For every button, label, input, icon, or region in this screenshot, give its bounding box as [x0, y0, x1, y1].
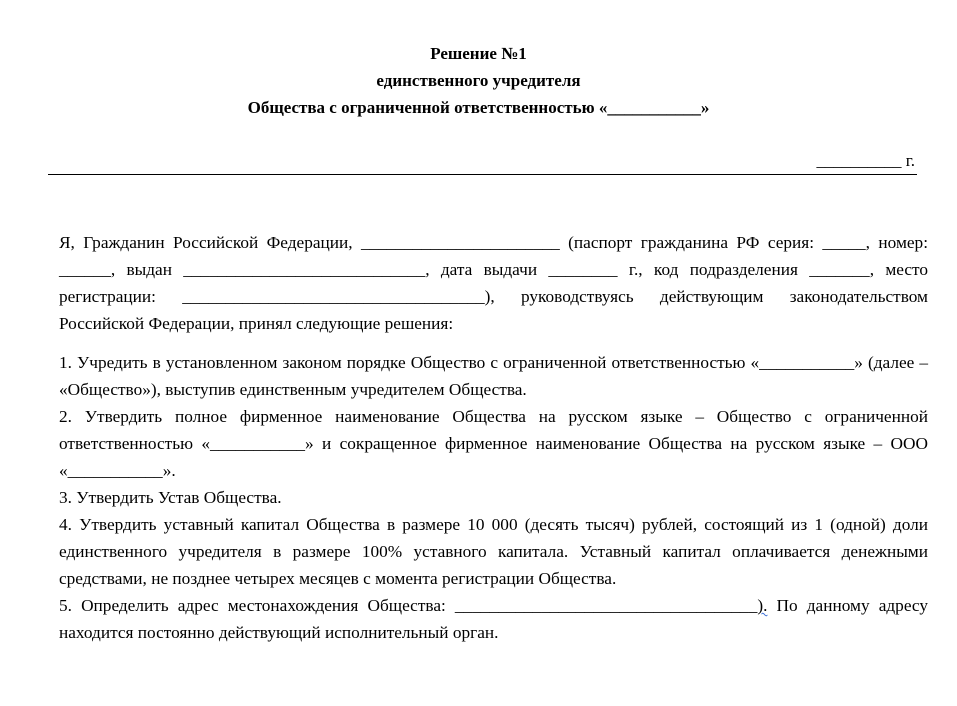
- document-body: [59, 229, 928, 646]
- title-line-3: Общества с ограниченной ответственностью «___________»: [247, 98, 710, 117]
- decision-item-5: [59, 592, 928, 646]
- decision-item-1: 1. Учредить в установленном законом порядке Общество с ограниченной ответственностью «___________» (далее – «Общество»), выступив единственным учредителем Общества.: [59, 353, 928, 399]
- intro-paragraph: Я, Гражданин Российской Федерации, _______________________ (паспорт гражданина РФ серия: _____, номер: ______, выдан ____________________________, дата выдачи ________ г., код подразделения _______, место регистрации: ___________________________________), руководствуясь действующим законодательством Российской Федерации, принял следующие решения:: [59, 233, 928, 333]
- decision-item-2: 2. Утвердить полное фирменное наименование Общества на русском языке – Общество с ограниченной ответственностью «___________» и сокращенное фирменное наименование Общества на русском языке – ООО «___________».: [59, 407, 928, 480]
- decision-item-4: 4. Утвердить уставный капитал Общества в размере 10 000 (десять тысяч) рублей, состоящий из 1 (одной) доли единственного учредителя в размере 100% уставного капитала. Уставный капитал оплачивается денежными средствами, не позднее четырех месяцев с момента регистрации Общества.: [59, 515, 928, 588]
- date-field: __________ г.: [816, 151, 915, 170]
- spellcheck-mark: ).: [757, 596, 768, 615]
- title-line-2: единственного учредителя: [376, 71, 581, 90]
- item5-text: 5. Определить адрес местонахождения Общества: ___________________________________: [59, 596, 758, 615]
- title-line-1: Решение №1: [430, 44, 527, 63]
- item5-text-end: По данному адресу находится постоянно действующий исполнительный орган.: [59, 596, 929, 642]
- place-date-line: [48, 150, 917, 175]
- decision-item-3: 3. Утвердить Устав Общества.: [59, 488, 282, 507]
- document-title: [0, 40, 957, 121]
